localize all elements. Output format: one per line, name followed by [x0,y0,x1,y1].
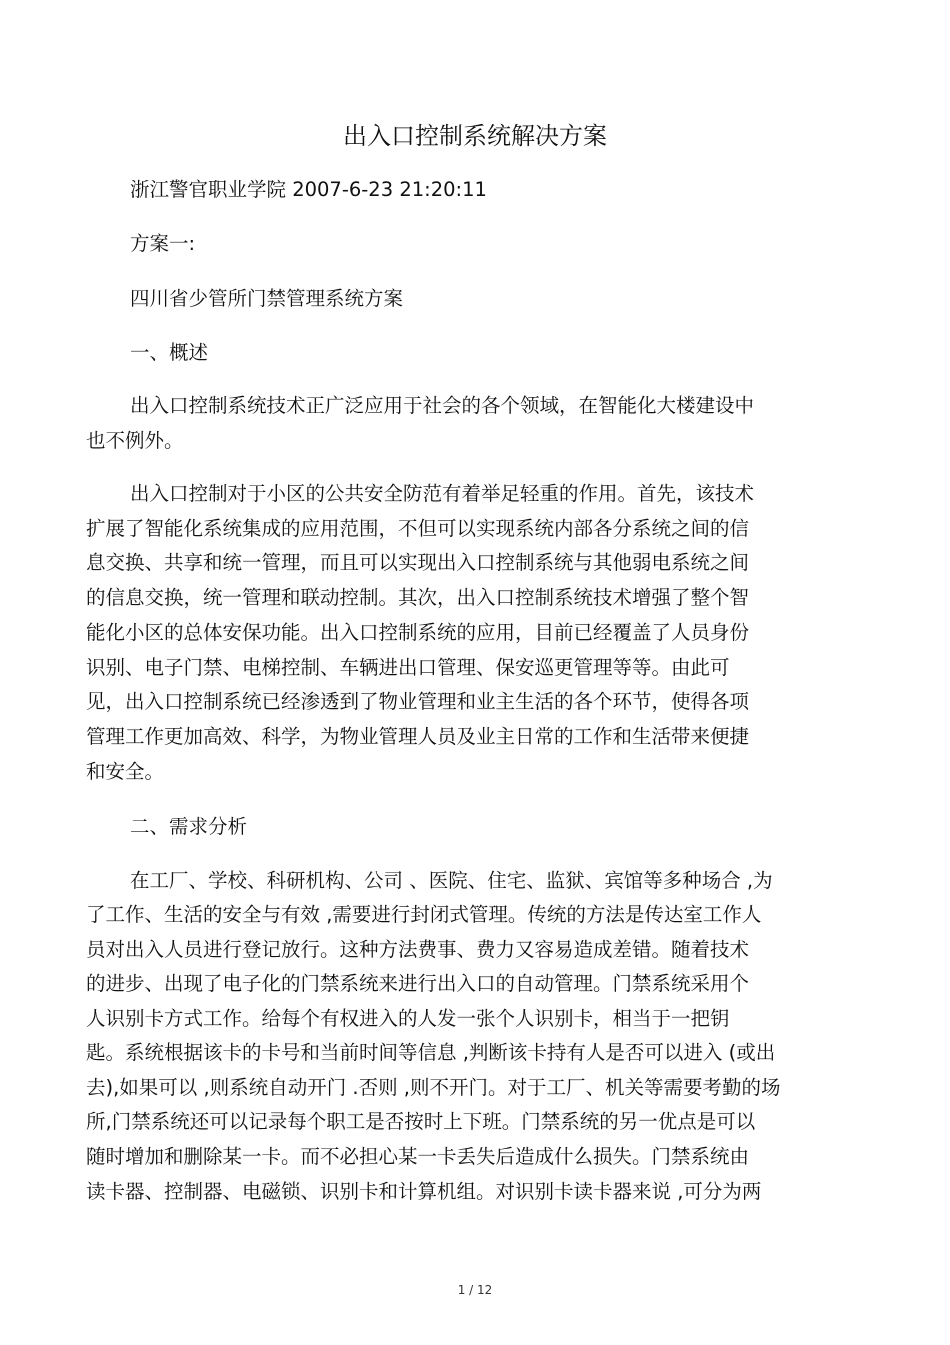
text-line: 和安全。 [86,760,165,783]
scheme-title: 四川省少管所门禁管理系统方案 [130,287,404,310]
text-line: 所,门禁系统还可以记录每个职工是否按时上下班。门禁系统的另一优点是可以 [86,1110,756,1133]
text-line: 匙。系统根据该卡的卡号和当前时间等信息 ,判断该卡持有人是否可以进入 (或出 [86,1041,776,1064]
text-line: 出入口控制系统技术正广泛应用于社会的各个领域，在智能化大楼建设中 [130,394,755,417]
text-line: 能化小区的总体安保功能。出入口控制系统的应用，目前已经覆盖了人员身份 [86,621,750,644]
text-line: 扩展了智能化系统集成的应用范围，不但可以实现系统内部各分系统之间的信 [86,517,750,540]
text-line: 见，出入口控制系统已经渗透到了物业管理和业主生活的各个环节，使得各项 [86,690,750,713]
text-line: 员对出入人员进行登记放行。这种方法费事、费力又容易造成差错。随着技术 [86,938,750,961]
text-line: 去),如果可以 ,则系统自动开门 .否则 ,则不开门。对于工厂、机关等需要考勤的场 [86,1076,781,1099]
source-line: 浙江警官职业学院 2007-6-23 21:20:11 [130,178,487,201]
text-line: 人识别卡方式工作。给每个有权进入的人发一张个人识别卡，相当于一把钥 [86,1007,730,1030]
text-line: 在工厂、学校、科研机构、公司 、医院、住宅、监狱、宾馆等多种场合 ,为 [130,869,773,892]
text-line: 的进步、出现了电子化的门禁系统来进行出入口的自动管理。门禁系统采用个 [86,972,750,995]
text-line: 识别、电子门禁、电梯控制、车辆进出口管理、保安巡更管理等等。由此可 [86,656,730,679]
text-line: 管理工作更加高效、科学，为物业管理人员及业主日常的工作和生活带来便捷 [86,725,750,748]
text-line: 随时增加和删除某一卡。而不必担心某一卡丢失后造成什么损失。门禁系统由 [86,1145,750,1168]
document-title: 出入口控制系统解决方案 [343,122,607,150]
text-line: 也不例外。 [86,429,184,452]
text-line: 出入口控制对于小区的公共安全防范有着举足轻重的作用。首先，该技术 [130,482,755,505]
scheme-label: 方案一: [130,232,196,255]
text-line: 的信息交换，统一管理和联动控制。其次，出入口控制系统技术增强了整个智 [86,586,750,609]
text-line: 读卡器、控制器、电磁锁、识别卡和计算机组。对识别卡读卡器来说 ,可分为两 [86,1180,762,1203]
section-heading-requirements: 二、需求分析 [130,815,248,838]
text-line: 了工作、生活的安全与有效 ,需要进行封闭式管理。传统的方法是传达室工作人 [86,903,762,926]
text-line: 息交换、共享和统一管理，而且可以实现出入口控制系统与其他弱电系统之间 [86,551,750,574]
page-number: 1 / 12 [457,1283,493,1297]
section-heading-overview: 一、概述 [130,341,209,364]
